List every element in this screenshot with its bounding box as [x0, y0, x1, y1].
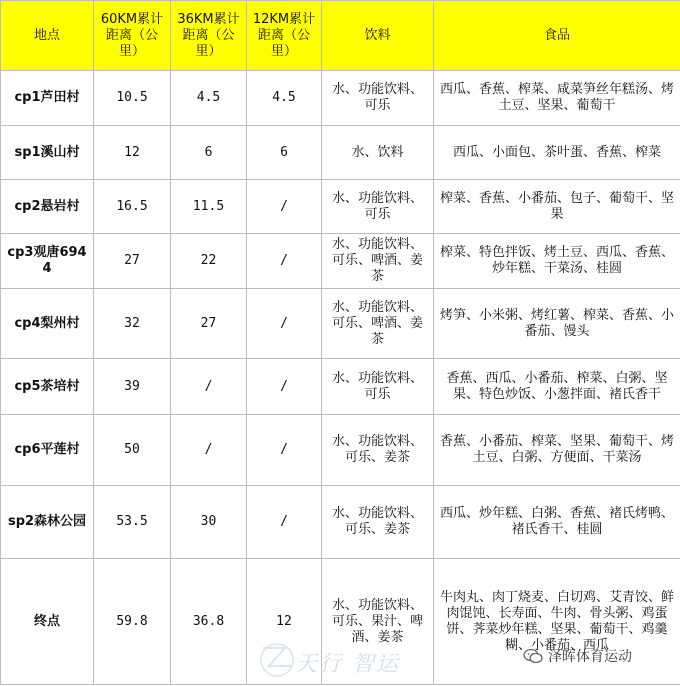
cell-food: 西瓜、香蕉、榨菜、咸菜笋丝年糕汤、烤土豆、坚果、葡萄干 [434, 71, 680, 126]
cell-food: 香蕉、西瓜、小番茄、榨菜、白粥、坚果、特色炒饭、小葱拌面、褚氏香干 [434, 359, 680, 415]
table-row [1, 359, 680, 415]
cell-60km: 50 [94, 415, 171, 486]
cell-12km: / [247, 234, 322, 289]
table-row [1, 289, 680, 359]
cell-drinks: 水、功能饮料、可乐、姜茶 [322, 415, 434, 486]
cell-60km: 39 [94, 359, 171, 415]
header-12km-distance: 12KM累计距离（公里） [247, 1, 322, 71]
table-header-row [1, 1, 680, 71]
cell-food: 西瓜、炒年糕、白粥、香蕉、褚氏烤鸭、褚氏香干、桂圆 [434, 486, 680, 559]
cell-36km: 22 [171, 234, 247, 289]
cell-12km: 12 [247, 559, 322, 685]
cell-drinks: 水、功能饮料、可乐、果汁、啤酒、姜茶 [322, 559, 434, 685]
cell-food: 香蕉、小番茄、榨菜、坚果、葡萄干、烤土豆、白粥、方便面、干菜汤 [434, 415, 680, 486]
cell-food: 牛肉丸、肉丁烧麦、白切鸡、艾青饺、鲜肉馄饨、长寿面、牛肉、骨头粥、鸡蛋饼、荠菜炒年糕、坚果、葡萄干、鸡羹糊、小番茄、西瓜 [434, 559, 680, 685]
cell-drinks: 水、功能饮料、可乐、啤酒、姜茶 [322, 234, 434, 289]
cell-location: cp5茶培村 [1, 359, 94, 415]
cell-12km: / [247, 486, 322, 559]
cell-drinks: 水、功能饮料、可乐、姜茶 [322, 486, 434, 559]
cell-12km: / [247, 415, 322, 486]
header-food: 食品 [434, 1, 680, 71]
cell-36km: / [171, 415, 247, 486]
cell-12km: / [247, 359, 322, 415]
cell-food: 烤笋、小米粥、烤红薯、榨菜、香蕉、小番茄、馒头 [434, 289, 680, 359]
header-drinks: 饮料 [322, 1, 434, 71]
cell-food: 西瓜、小面包、茶叶蛋、香蕉、榨菜 [434, 126, 680, 180]
cell-food: 榨菜、特色拌饭、烤土豆、西瓜、香蕉、炒年糕、干菜汤、桂圆 [434, 234, 680, 289]
cell-36km: 36.8 [171, 559, 247, 685]
table-row [1, 486, 680, 559]
cell-36km: 27 [171, 289, 247, 359]
cell-36km: 30 [171, 486, 247, 559]
brand-signature [523, 646, 632, 666]
wechat-icon [523, 648, 543, 664]
cell-location: sp1溪山村 [1, 126, 94, 180]
table-row [1, 71, 680, 126]
cell-60km: 59.8 [94, 559, 171, 685]
cell-60km: 16.5 [94, 180, 171, 234]
cell-12km: 4.5 [247, 71, 322, 126]
cell-drinks: 水、饮料 [322, 126, 434, 180]
cell-12km: 6 [247, 126, 322, 180]
table-row [1, 180, 680, 234]
cell-60km: 32 [94, 289, 171, 359]
cell-location: cp4梨州村 [1, 289, 94, 359]
cell-location: sp2森林公园 [1, 486, 94, 559]
table-row [1, 126, 680, 180]
cell-36km: / [171, 359, 247, 415]
cell-60km: 12 [94, 126, 171, 180]
cell-drinks: 水、功能饮料、可乐 [322, 180, 434, 234]
cell-drinks: 水、功能饮料、可乐 [322, 71, 434, 126]
cell-location: 终点 [1, 559, 94, 685]
cell-12km: / [247, 180, 322, 234]
watermark-text: 天行 智运 [295, 652, 400, 677]
table-row [1, 415, 680, 486]
cell-36km: 4.5 [171, 71, 247, 126]
cell-location: cp3观唐6944 [1, 234, 94, 289]
cell-location: cp1芦田村 [1, 71, 94, 126]
cell-36km: 11.5 [171, 180, 247, 234]
cell-food: 榨菜、香蕉、小番茄、包子、葡萄干、坚果 [434, 180, 680, 234]
cell-12km: / [247, 289, 322, 359]
cell-36km: 6 [171, 126, 247, 180]
cell-60km: 27 [94, 234, 171, 289]
cell-drinks: 水、功能饮料、可乐 [322, 359, 434, 415]
table-row [1, 234, 680, 289]
header-location: 地点 [1, 1, 94, 71]
cell-60km: 10.5 [94, 71, 171, 126]
header-60km-distance: 60KM累计距离（公里） [94, 1, 171, 71]
cell-60km: 53.5 [94, 486, 171, 559]
brand-name: 泽晖体育运动 [548, 649, 632, 665]
header-36km-distance: 36KM累计距离（公里） [171, 1, 247, 71]
cell-location: cp6平莲村 [1, 415, 94, 486]
cell-location: cp2悬岩村 [1, 180, 94, 234]
cell-drinks: 水、功能饮料、可乐、啤酒、姜茶 [322, 289, 434, 359]
